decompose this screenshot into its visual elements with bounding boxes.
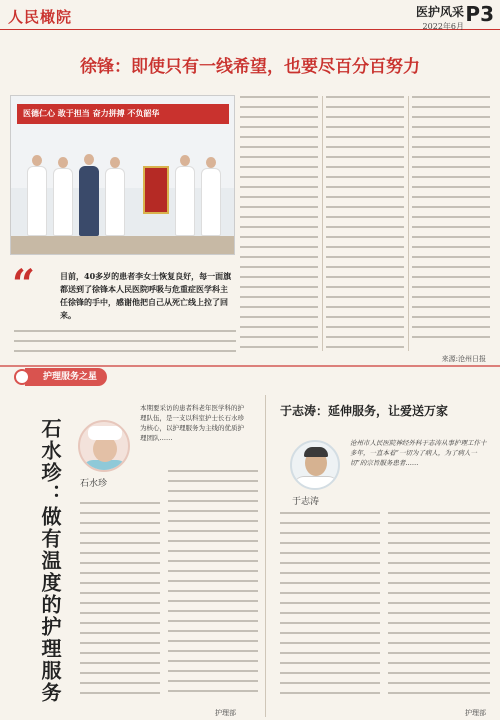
nurse-column-2 — [168, 470, 258, 702]
article-column-3 — [412, 96, 490, 346]
masthead-right — [416, 3, 464, 32]
doctor-author: 护理部 — [465, 709, 486, 717]
doctor-avatar — [290, 440, 340, 490]
page-number: P3 — [465, 2, 494, 26]
article-column-2 — [326, 96, 404, 351]
issue-date: 2022年6月 — [422, 22, 464, 31]
doctor-intro: 沧州市人民医院神经外科于志涛从事护理工作十多年，一直本着“一切为了病人，为了病人一切”的宗旨服务患者…… — [350, 439, 487, 467]
doctor-column-2 — [388, 512, 490, 702]
nurse-article-title: 石水珍：做有温度的护理服务 — [38, 418, 62, 704]
source-tag: 来源:沧州日报 — [441, 355, 486, 363]
section-name: 医护风采 — [415, 5, 464, 19]
doctor-name: 于志涛 — [292, 497, 320, 507]
doctor-column-1 — [280, 512, 380, 702]
article-column-left-lower — [14, 330, 236, 360]
section-divider — [0, 365, 500, 367]
doctor-article-headline: 于志涛：延伸服务，让爱送万家 — [280, 404, 449, 418]
nurse-avatar — [78, 420, 130, 472]
paper-name: 人民橄院 — [8, 8, 73, 26]
quote-mark-icon: “ — [12, 261, 36, 308]
section-dot-icon — [14, 369, 30, 385]
article-column-1 — [240, 96, 318, 351]
nurse-intro: 本期要采访的患者科老年医学科的护理队伍，是一支以科室护士长石水珍为核心，以护理服务为主线的优质护理团队…… — [140, 404, 244, 442]
main-headline: 徐锋：即使只有一线希望，也要尽百分百努力 — [80, 57, 420, 77]
nurse-name: 石水珍 — [80, 479, 108, 489]
nurse-column-1 — [80, 502, 160, 702]
honor-banner — [143, 166, 169, 214]
photo-banner: 医德仁心 敢于担当 奋力拼搏 不负韶华 — [17, 104, 229, 124]
pull-quote: 目前，40多岁的患者李女士恢复良好，每一面旗都送到了徐锋本人民医院呼吸与危重症医学科主任徐锋的手中，感谢他把自己从死亡线上拉了回来。 — [60, 271, 232, 320]
nurse-author: 护理部 — [215, 709, 236, 717]
group-photo — [10, 95, 235, 255]
section-label: 护理服务之星 — [25, 368, 107, 386]
